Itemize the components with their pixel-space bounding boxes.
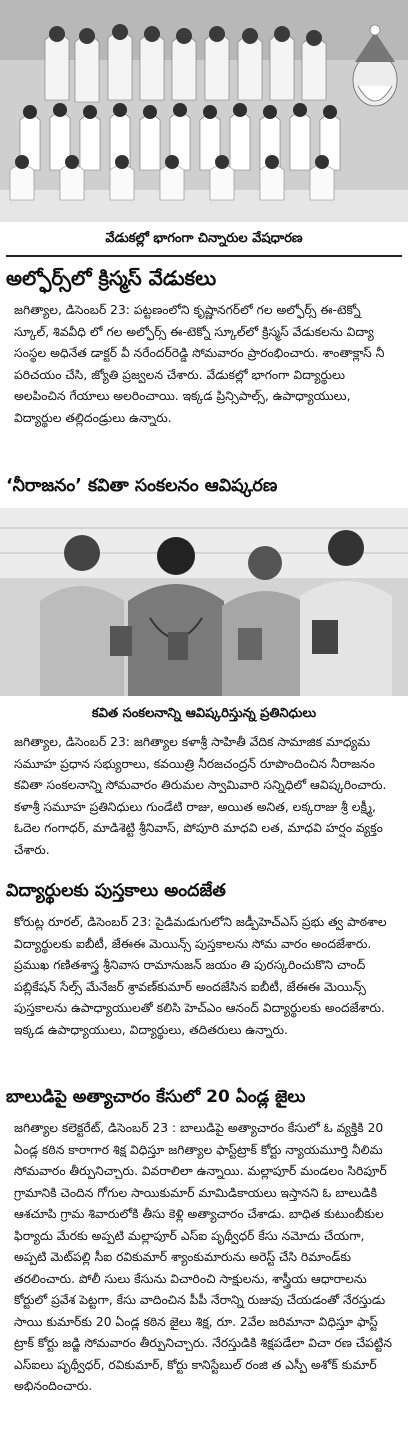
article-paragraph: జగిత్యాల, డిసెంబర్ 23: జగిత్యాల కళాశ్రీ సాహితీ వేదిక సామాజిక మాధ్యమ సమూహ ప్రధాన సభ్యురాలు, కవయిత్రి నీరజచంద్రన్ రూపొందించిన నీరాజనం కవితా సంకలనాన్ని సోమవారం తిరుమల స్వామివారి సన్నిధిలో ఆవిష్కరించారు. కళాశ్రీ సమూహ ప్రతినిధులు గుండేటి రాజు, అయిత అనిత, లక్కరాజు శ్రీ లక్ష్మీ, ఓదెల గంగాధర్, మాడిశెట్టి శ్రీనివాస్, పోపూరి మాధవి లత, మాధవి హర్షం వ్యక్తం చేశారు. xyxy=(14,735,387,857)
book-launch-illustration xyxy=(0,508,408,696)
christmas-celebration-photo xyxy=(0,0,408,222)
book-launch-photo xyxy=(0,508,408,696)
article-paragraph: కోరుట్ల రూరల్, డిసెంబర్ 23: పైడిమడుగులోని జడ్పీహెచ్ఎస్ ప్రభు త్వ పాఠశాల విద్యార్థులకు ఐబీటీ, జేఈఈ మెయిన్స్ పుస్తకాలను సోమ వారం అందజేశారు. ప్రముఖ గణితశాస్త్ర శ్రీనివాస రామానుజన్ జయం తి పురస్కరించుకొని చాంద్ పబ్లికేషన్ సేల్స్ మేనేజర్ శ్రావణ్‌కుమార్ అందజేసిన ఐబీటీ, జేఈఈ మెయిన్స్ పుస్తకాలను ఉపాధ్యాయులతో కలిసి హెచ్ఎం ఆనంద్ విద్యార్థులకు అందజేశారు. ఇక్కడ ఉపాధ్యాయులు, విద్యార్థులు, తదితరులు ఉన్నారు. xyxy=(14,915,387,1037)
photo-caption: కవిత సంకలనాన్ని ఆవిష్కరిస్తున్న ప్రతినిధులు xyxy=(91,706,317,721)
section-divider xyxy=(6,255,402,257)
article-headline: అల్ఫోర్స్‌లో క్రిస్మస్ వేడుకలు xyxy=(6,266,217,290)
article-headline: విద్యార్థులకు పుస్తకాలు అందజేత xyxy=(6,881,226,901)
article-body xyxy=(14,912,398,1076)
article-body xyxy=(14,1118,398,1446)
article-headline: ‘నీరాజనం’ కవితా సంకలనం ఆవిష్కరణ xyxy=(6,476,278,496)
article-body xyxy=(14,300,398,462)
article-headline: బాలుడిపై అత్యాచారం కేసులో 20 ఏండ్ల జైలు xyxy=(6,1087,306,1107)
article-paragraph: జగిత్యాల, డిసెంబర్ 23: పట్టణంలోని కృష్ణానగర్‌లో గల అల్ఫోర్స్ ఈ-టెక్నో స్కూల్, శివవీధి లో గల అల్ఫోర్స్ ఈ-టెక్నో స్కూల్‌లో క్రిస్మస్ వేడుకలను విద్యా సంస్థల అధినేత డాక్టర్ వీ నరేందర్‌రెడ్డి సోమవారం ప్రారంభించారు. శాంతాక్లాస్ నీ పరిచయం చేసి, జ్యోతి ప్రజ్వలన చేశారు. వేడుకల్లో భాగంగా విద్యార్థులు అలపించిన గేయాలు అలరించాయి. ఇక్కడ ప్రిన్సిపాల్స్, ఉపాధ్యాయులు, విద్యార్థుల తల్లిదండ్రులు ఉన్నారు. xyxy=(14,303,385,425)
article-body xyxy=(14,732,398,872)
photo-caption: వేడుకల్లో భాగంగా చిన్నారుల వేషధారణ xyxy=(105,231,303,246)
article-paragraph: జగిత్యాల కలెక్టరేట్, డిసెంబర్ 23 : బాలుడిపై అత్యాచారం కేసులో ఓ వ్యక్తికి 20 ఏండ్ల కఠిన కారాగార శిక్ష విధిస్తూ జగిత్యాల ఫాస్ట్‌ట్రాక్ కోర్టు న్యాయమూర్తి నీలిమ సోమవారం తీర్పునిచ్చారు. వివరాలిలా ఉన్నాయి. మల్లాపూర్ మండలం సిరిపూర్ గ్రామానికి చెందిన గోగుల సాయికుమార్ మామిడికాయలు ఇస్తానని ఓ బాలుడికి ఆశచూపి గ్రామ శివారులోకి తీసు కెళ్లి అత్యాచారం చేశాడు. బాధిత కుటుంబీకుల ఫిర్యాదు మేరకు అప్పటి మల్లాపూర్ ఎస్ఐ పృథ్వీధర్ కేసు నమోదు చేయగా, అప్పటి మెట్‌పల్లి సీఐ రవికుమార్ శ్యాంకుమారును అరెస్ట్ చేసి రిమాండ్‌కు తరలించారు. పోలీ సులు కేసును విచారించి సాక్షులను, శాస్త్రీయ ఆధారాలను కోర్టులో ప్రవేశ పెట్టగా, కేసు వాదించిన పీపీ నేరాన్ని రుజువు చేయడంతో నేరస్తుడు సాయి కుమార్‌కు 20 ఏండ్ల కఠిన జైలు శిక్ష, రూ. 2వేల జరిమానా విధిస్తూ ఫాస్ట్ ట్రాక్ కోర్టు జడ్జి సోమవారం తీర్పునిచ్చారు. నేరస్తుడికి శిక్షపడేలా విచా రణ చేపట్టిన ఎస్ఐలు పృథ్వీధర్, రవికుమార్, కోర్టు కానిస్టేబుల్ రంజి త ఎస్పీ అశోక్ కుమార్ అభినందించారు. xyxy=(14,1121,393,1393)
children-group-illustration xyxy=(0,0,408,222)
